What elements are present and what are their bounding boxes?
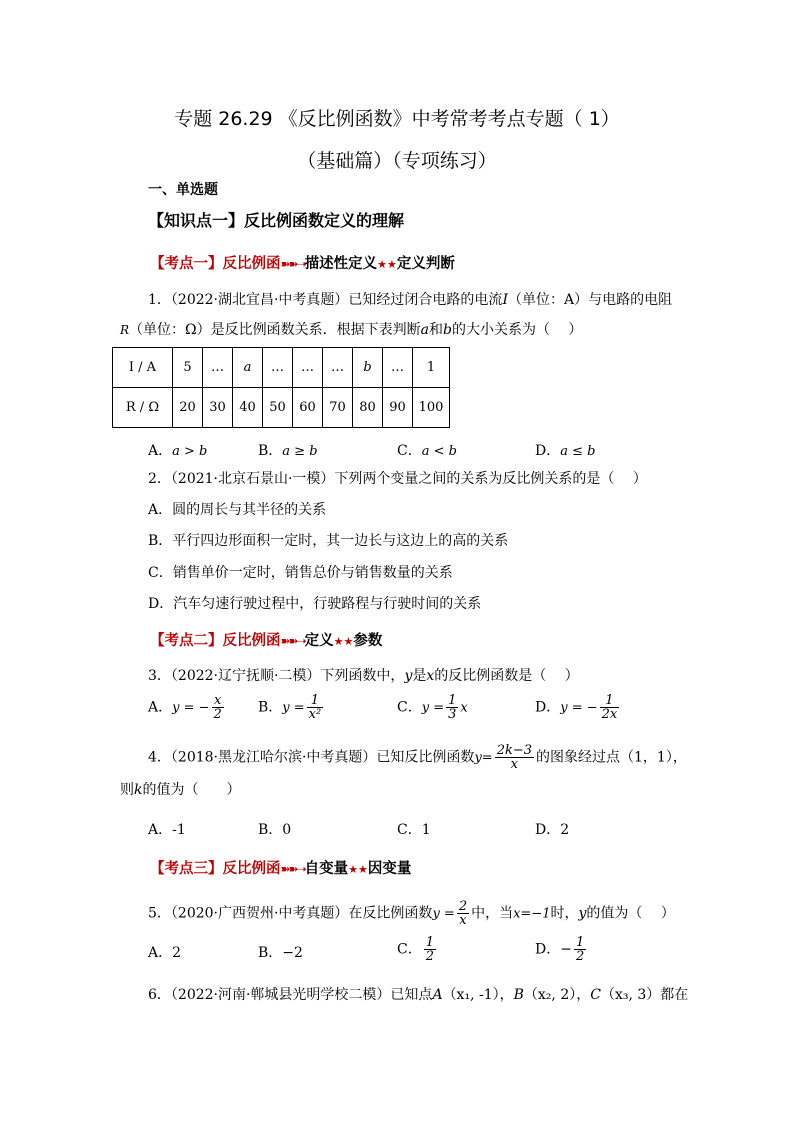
denominator: 2 — [575, 949, 585, 964]
q5-text: 时， — [550, 905, 579, 922]
option-letter: C． — [397, 941, 422, 958]
numerator: 1 — [425, 935, 434, 950]
q4-option-d[interactable]: D．2 — [535, 822, 570, 838]
q4-option-b[interactable]: B．0 — [258, 822, 292, 838]
function-expr: y= — [474, 750, 493, 766]
table-cell: … — [293, 348, 323, 388]
point-b: B — [513, 987, 524, 1003]
kaodian-3-label: 【考点三】反比例函 — [150, 861, 281, 877]
q4-line2 — [120, 780, 240, 800]
table-cell: 90 — [383, 388, 413, 428]
q1-text: 1．（2022·湖北宜昌·中考真题）已知经过闭合电路的电流 — [148, 292, 503, 308]
q3-option-d[interactable] — [535, 694, 621, 721]
q5-stem — [148, 900, 675, 927]
kaodian-1-heading — [150, 254, 455, 275]
numerator: 1 — [448, 693, 457, 708]
table-cell: 50 — [263, 388, 293, 428]
q3-text: 3．（2022·辽宁抚顺·二模）下列函数中， — [148, 668, 405, 684]
q1-text: （单位：A）与电路的电阻 — [507, 292, 673, 308]
q4-stem — [148, 744, 687, 771]
var-a: a — [420, 322, 430, 338]
section-heading: 一、单选题 — [148, 182, 218, 198]
option-letter: A． — [148, 443, 173, 459]
condition-expr: x=−1 — [513, 906, 551, 922]
q5-text: 的值为（ ） — [586, 905, 675, 922]
q3-text: 的反比例函数是（ ） — [434, 668, 579, 684]
denominator: x — [459, 913, 467, 928]
q5-text: 5．（2020·广西贺州·中考真题）在反比例函数 — [148, 905, 433, 922]
q2-stem: 2．（2021·北京石景山·一模）下列两个变量之间的关系为反比例关系的是（ ） — [148, 471, 647, 487]
table-cell: 5 — [173, 348, 203, 388]
option-letter: A． — [148, 699, 173, 716]
q2-option-a[interactable]: A．圆的周长与其半径的关系 — [148, 502, 327, 518]
fraction — [424, 936, 436, 963]
table-cell: 100 — [413, 388, 450, 428]
fraction — [600, 694, 620, 721]
option-expr: y = — [421, 700, 445, 716]
option-expr: a ≤ b — [560, 444, 596, 459]
table-cell: 60 — [293, 388, 323, 428]
q4-text: 的图象经过点（1，1）， — [536, 749, 687, 766]
option-letter: C． — [397, 699, 422, 716]
q2-option-d[interactable]: D．汽车匀速行驶过程中，行驶路程与行驶时间的关系 — [148, 596, 482, 612]
q1-option-d[interactable] — [535, 440, 595, 460]
q5-option-d[interactable] — [535, 936, 588, 963]
star-icon: ★★ — [377, 258, 397, 271]
table-cell: … — [203, 348, 233, 388]
table-cell: I / A — [113, 348, 173, 388]
table-cell: 80 — [353, 388, 383, 428]
q3-stem — [148, 666, 579, 686]
table-cell: … — [323, 348, 353, 388]
q6-stem: 6．（2022·河南·郸城县光明学校二模）已知点A（x₁, -1），B（x₂, 2），C（x₃, 3）都在 — [148, 987, 689, 1003]
denominator: x — [510, 757, 519, 772]
numerator: 1 — [600, 694, 620, 708]
q5-option-a[interactable]: A．2 — [148, 945, 182, 961]
q2-option-c[interactable]: C．销售单价一定时，销售总价与销售数量的关系 — [148, 565, 453, 581]
fraction — [307, 694, 324, 721]
denominator: 2 — [425, 949, 434, 964]
q1-table — [112, 347, 450, 428]
q3-text: 是 — [412, 668, 427, 684]
q4-option-a[interactable]: A．-1 — [148, 822, 186, 838]
option-letter: D． — [535, 443, 561, 459]
q3-option-a[interactable] — [148, 694, 226, 721]
q4-text: 则 — [120, 782, 134, 798]
q1-line1 — [148, 290, 672, 310]
q3-option-c[interactable] — [397, 694, 468, 721]
option-expr: y = − — [560, 700, 598, 716]
table-row — [113, 348, 450, 388]
q5-text: 中，当 — [471, 905, 514, 922]
table-cell: … — [263, 348, 293, 388]
star-icon: ★★ — [348, 863, 368, 876]
q4-text: 的值为（ ） — [142, 782, 241, 798]
fraction — [446, 694, 458, 721]
fraction — [495, 744, 534, 771]
kaodian-1-text2: 定义判断 — [396, 256, 455, 272]
option-expr: a > b — [172, 444, 208, 459]
point-a: A — [432, 987, 443, 1003]
option-expr: x — [460, 700, 468, 716]
fraction — [212, 694, 224, 721]
table-cell: 40 — [233, 388, 263, 428]
var-y: y — [404, 668, 413, 684]
kaodian-1-text1: 描述性定义 — [304, 256, 378, 272]
point-a-coords: （x₁, -1） — [442, 987, 500, 1003]
table-cell: 30 — [203, 388, 233, 428]
q5-option-c[interactable] — [397, 936, 438, 963]
arrow-icon: ➽➽➝ — [280, 634, 305, 648]
fraction — [457, 900, 469, 927]
knowledge-point-heading: 【知识点一】反比例函数定义的理解 — [148, 211, 405, 230]
point-c: C — [590, 987, 601, 1003]
var-k: k — [134, 782, 143, 798]
kaodian-2-text2: 参数 — [353, 633, 383, 649]
denominator: 2 — [213, 707, 222, 722]
point-c-coords: （x₃, 3） — [600, 987, 661, 1003]
q3-option-b[interactable] — [258, 694, 325, 721]
q6-text: 6．（2022·河南·郸城县光明学校二模）已知点 — [148, 987, 433, 1003]
option-letter: D．− — [535, 941, 572, 958]
denominator: x² — [308, 707, 322, 722]
q5-option-b[interactable]: B．−2 — [258, 945, 303, 961]
kaodian-2-label: 【考点二】反比例函 — [150, 633, 281, 649]
table-cell: a — [233, 348, 263, 388]
numerator: 2 — [458, 899, 468, 914]
kaodian-2-text1: 定义 — [304, 633, 334, 649]
kaodian-3-heading — [150, 859, 411, 880]
numerator: 1 — [307, 694, 324, 708]
kaodian-2-heading — [150, 631, 382, 652]
option-expr: y = − — [172, 700, 210, 716]
var-b: b — [443, 322, 452, 338]
option-expr: a < b — [421, 444, 457, 459]
table-row — [113, 388, 450, 428]
table-cell: R / Ω — [113, 388, 173, 428]
var-r: R — [120, 323, 130, 337]
kaodian-3-text2: 因变量 — [367, 861, 412, 877]
table-cell: … — [383, 348, 413, 388]
numerator: 1 — [575, 935, 585, 950]
option-expr: a ≥ b — [282, 444, 318, 459]
point-b-coords: （x₂, 2） — [523, 987, 577, 1003]
q1-option-c[interactable] — [397, 440, 457, 460]
q1-option-a[interactable] — [148, 440, 207, 460]
doc-title-line1: 专题 26.29 《反比例函数》中考常考考点专题（ 1） — [174, 108, 620, 130]
arrow-icon: ➽➽➝ — [280, 257, 305, 271]
numerator: x — [212, 694, 224, 708]
option-letter: C． — [397, 443, 422, 459]
q6-text: 都在 — [660, 987, 689, 1003]
numerator: 2k−3 — [496, 743, 532, 758]
table-cell: 20 — [173, 388, 203, 428]
star-icon: ★★ — [333, 635, 354, 648]
denominator: 3 — [448, 707, 457, 722]
kaodian-1-label: 【考点一】反比例函 — [150, 256, 281, 272]
doc-title-line2: （基础篇）（专项练习） — [297, 150, 497, 172]
q1-line2 — [120, 320, 582, 340]
table-cell: b — [353, 348, 383, 388]
denominator: 2x — [601, 707, 618, 722]
q1-option-b[interactable] — [258, 440, 318, 460]
q1-text: （单位：Ω）是反比例函数关系．根据下表判断 — [129, 322, 421, 338]
var-i: I — [502, 292, 508, 308]
q4-text: 4．（2018·黑龙江哈尔滨·中考真题）已知反比例函数 — [148, 749, 475, 766]
q4-option-c[interactable]: C．1 — [397, 822, 431, 838]
var-y: y — [578, 905, 587, 922]
table-cell: 70 — [323, 388, 353, 428]
option-letter: B． — [258, 699, 283, 716]
q2-option-b[interactable]: B．平行四边形面积一定时，其一边长与这边上的高的关系 — [148, 533, 509, 549]
kaodian-3-text1: 自变量 — [304, 861, 349, 877]
table-cell: 1 — [413, 348, 450, 388]
q1-text: 的大小关系为（ ） — [451, 322, 583, 338]
arrow-icon: ➽➽➝ — [280, 862, 305, 876]
var-x: x — [426, 668, 435, 684]
option-expr: y = — [282, 700, 305, 716]
q1-text: 和 — [429, 322, 444, 338]
fraction — [574, 936, 586, 963]
function-expr: y = — [432, 906, 455, 922]
option-letter: D． — [535, 699, 561, 716]
option-letter: B． — [258, 443, 283, 459]
